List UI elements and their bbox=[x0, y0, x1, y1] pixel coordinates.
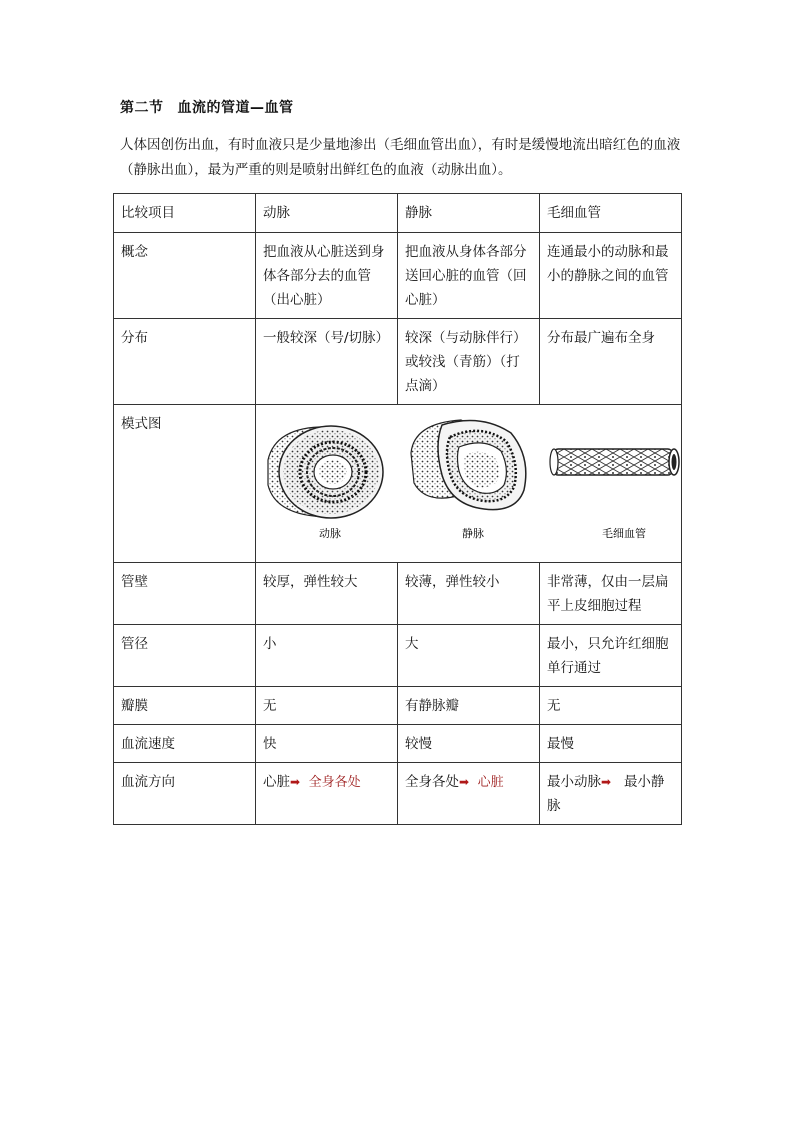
artery-icon bbox=[268, 426, 383, 518]
vein-icon bbox=[411, 420, 526, 510]
blood-vessel-diagram bbox=[256, 405, 682, 563]
table-row-direction bbox=[114, 763, 682, 825]
table-row-speed bbox=[114, 725, 682, 763]
cell-capillary bbox=[540, 763, 682, 825]
page-title bbox=[120, 97, 294, 117]
direction-from: 最小动脉 bbox=[547, 774, 601, 790]
row-label: 管径 bbox=[114, 625, 256, 687]
header-artery: 动脉 bbox=[256, 194, 398, 233]
comparison-table bbox=[113, 193, 682, 825]
row-label: 分布 bbox=[114, 319, 256, 405]
vessel-illustration bbox=[256, 405, 682, 562]
cell-capillary: 非常薄，仅由一层扁平上皮细胞过程 bbox=[540, 563, 682, 625]
cell-capillary: 连通最小的动脉和最小的静脉之间的血管 bbox=[540, 233, 682, 319]
cell-artery: 小 bbox=[256, 625, 398, 687]
capillary-icon bbox=[550, 449, 679, 475]
table-row-header bbox=[114, 194, 682, 233]
cell-artery: 一般较深（号/切脉） bbox=[256, 319, 398, 405]
cell-vein bbox=[398, 763, 540, 825]
table-row-valve bbox=[114, 687, 682, 725]
row-label: 血流速度 bbox=[114, 725, 256, 763]
caption-vein: 静脉 bbox=[462, 527, 484, 540]
direction-to: 最小静脉 bbox=[547, 774, 665, 814]
arrow-right-icon: ➡ bbox=[290, 775, 301, 789]
cell-capillary: 最慢 bbox=[540, 725, 682, 763]
section-number: 第二节 bbox=[120, 100, 164, 116]
cell-artery: 快 bbox=[256, 725, 398, 763]
cell-capillary: 无 bbox=[540, 687, 682, 725]
row-label: 瓣膜 bbox=[114, 687, 256, 725]
arrow-right-icon: ➡ bbox=[459, 775, 470, 789]
arrow-right-icon: ➡ bbox=[601, 775, 612, 789]
cell-vein: 大 bbox=[398, 625, 540, 687]
cell-vein: 较深（与动脉伴行）或较浅（青筋）（打点滴） bbox=[398, 319, 540, 405]
caption-artery: 动脉 bbox=[319, 527, 341, 540]
table-row-wall bbox=[114, 563, 682, 625]
table-row-diagram bbox=[114, 405, 682, 563]
table-row-distribution bbox=[114, 319, 682, 405]
row-label: 模式图 bbox=[114, 405, 256, 563]
cell-artery: 较厚，弹性较大 bbox=[256, 563, 398, 625]
row-label: 概念 bbox=[114, 233, 256, 319]
direction-to: 心脏 bbox=[477, 775, 504, 790]
header-vein: 静脉 bbox=[398, 194, 540, 233]
table-row-diameter bbox=[114, 625, 682, 687]
direction-from: 全身各处 bbox=[405, 774, 459, 790]
cell-vein: 较慢 bbox=[398, 725, 540, 763]
intro-paragraph: 人体因创伤出血，有时血液只是少量地渗出（毛细血管出血），有时是缓慢地流出暗红色的血液（静脉出血），最为严重的则是喷射出鲜红色的血液（动脉出血）。 bbox=[120, 137, 681, 178]
cell-vein: 把血液从身体各部分送回心脏的血管（回心脏） bbox=[398, 233, 540, 319]
section-title: 血流的管道—血管 bbox=[177, 100, 294, 116]
row-label: 血流方向 bbox=[114, 763, 256, 825]
caption-capillary: 毛细血管 bbox=[602, 527, 646, 540]
table-row-concept bbox=[114, 233, 682, 319]
cell-artery bbox=[256, 763, 398, 825]
cell-vein: 较薄，弹性较小 bbox=[398, 563, 540, 625]
cell-artery: 把血液从心脏送到身体各部分去的血管（出心脏） bbox=[256, 233, 398, 319]
cell-artery: 无 bbox=[256, 687, 398, 725]
header-capillary: 毛细血管 bbox=[540, 194, 682, 233]
direction-to: 全身各处 bbox=[308, 775, 361, 790]
cell-vein: 有静脉瓣 bbox=[398, 687, 540, 725]
cell-capillary: 分布最广遍布全身 bbox=[540, 319, 682, 405]
header-item: 比较项目 bbox=[114, 194, 256, 233]
row-label: 管壁 bbox=[114, 563, 256, 625]
cell-capillary: 最小，只允许红细胞单行通过 bbox=[540, 625, 682, 687]
direction-from: 心脏 bbox=[263, 774, 290, 790]
